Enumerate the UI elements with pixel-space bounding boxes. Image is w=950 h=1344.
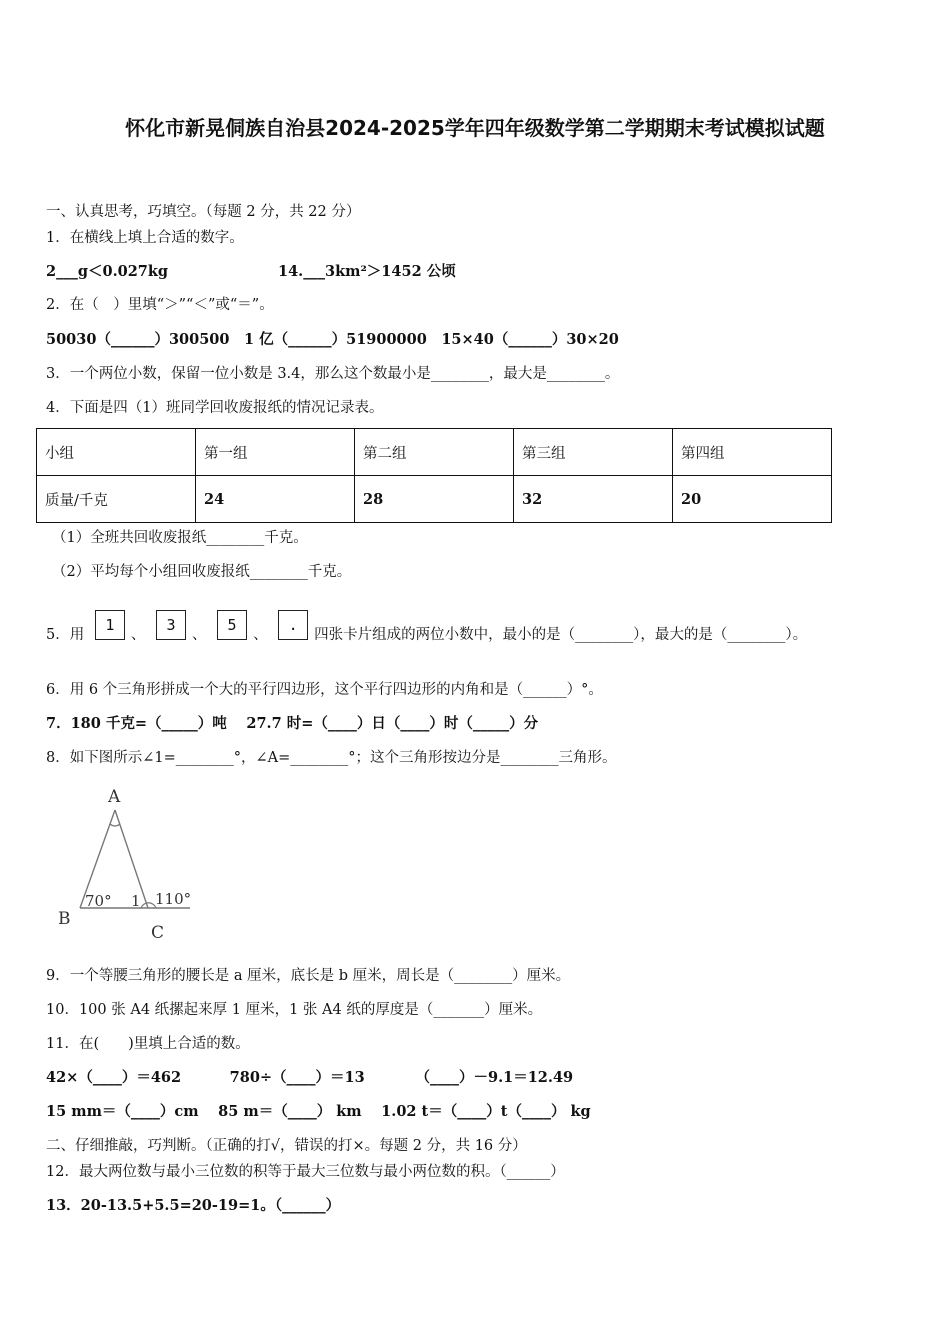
table-header-row: [37, 429, 832, 476]
table-cell: 质量/千克: [37, 476, 196, 523]
triangle-figure: [50, 782, 210, 947]
table-cell: 第一组: [196, 429, 355, 476]
table-cell: 第三组: [514, 429, 673, 476]
question-4-sub-2: （2）平均每个小组回收废报纸________千克。: [52, 564, 352, 580]
separator: 、: [191, 627, 207, 643]
angle-b-label: 70°: [85, 892, 112, 910]
question-11-row-1: 42×（____）＝462 780÷（____）＝13 （____）－9.1＝12.49: [46, 1069, 574, 1086]
table-cell: 20: [673, 476, 832, 523]
question-1: 1．在横线上填上合适的数字。: [46, 230, 244, 246]
question-3: 3．一个两位小数，保留一位小数是 3.4，那么这个数最小是________，最大是________。: [46, 366, 620, 382]
question-11: 11．在( )里填上合适的数。: [46, 1036, 250, 1052]
exterior-angle-label: 110°: [155, 890, 192, 908]
question-1-part-b: 14.___3km²＞1452 公顷: [278, 263, 456, 280]
question-2-items: 50030（______）300500 1 亿（______）51900000 15×40（______）30×20: [46, 331, 619, 348]
question-11-row-2: 15 mm＝（____）cm 85 m＝（____） km 1.02 t＝（____）t（____） kg: [46, 1103, 591, 1120]
question-7: 7．180 千克=（_____）吨 27.7 时=（____）日（____）时（_____）分: [46, 715, 539, 732]
vertex-c-label: C: [151, 923, 165, 943]
table-cell: 第四组: [673, 429, 832, 476]
question-1-part-a: 2___g＜0.027kg: [46, 263, 169, 280]
page-title: 怀化市新晃侗族自治县2024-2025学年四年级数学第二学期期末考试模拟试题: [125, 116, 825, 140]
separator: 、: [130, 627, 146, 643]
number-card: 3: [156, 610, 186, 640]
number-card: 5: [217, 610, 247, 640]
decimal-point-card: .: [278, 610, 308, 640]
table-cell: 32: [514, 476, 673, 523]
table-cell: 小组: [37, 429, 196, 476]
question-9: 9．一个等腰三角形的腰长是 a 厘米，底长是 b 厘米，周长是（________）厘米。: [46, 968, 571, 984]
question-4-sub-1: （1）全班共回收废报纸________千克。: [52, 530, 308, 546]
vertex-b-label: B: [58, 909, 71, 929]
number-card: 1: [95, 610, 125, 640]
section-2-heading: 二、仔细推敲，巧判断。（正确的打√，错误的打×。每题 2 分，共 16 分）: [46, 1138, 527, 1154]
table-row: [37, 476, 832, 523]
question-2: 2．在（ ）里填“＞”“＜”或“＝”。: [46, 297, 274, 313]
question-5-suffix: 四张卡片组成的两位小数中，最小的是（________），最大的是（________）。: [314, 627, 808, 643]
record-table: [36, 428, 832, 523]
vertex-a-label: A: [108, 787, 121, 807]
angle-c-arc: [141, 903, 156, 908]
table-cell: 24: [196, 476, 355, 523]
angle-a-arc: [110, 824, 120, 826]
question-6: 6．用 6 个三角形拼成一个大的平行四边形，这个平行四边形的内角和是（______）°。: [46, 682, 603, 698]
question-5-prefix: 5．用: [46, 627, 85, 643]
question-4: 4．下面是四（1）班同学回收废报纸的情况记录表。: [46, 400, 384, 416]
table-cell: 第二组: [355, 429, 514, 476]
table-cell: 28: [355, 476, 514, 523]
question-13: 13．20-13.5+5.5=20-19=1。（______）: [46, 1197, 341, 1214]
section-1-heading: 一、认真思考，巧填空。（每题 2 分，共 22 分）: [46, 204, 361, 220]
question-8: 8．如下图所示∠1=________°，∠A=________°；这个三角形按边分是________三角形。: [46, 750, 617, 766]
question-12: 12．最大两位数与最小三位数的积等于最大三位数与最小两位数的积。（______）: [46, 1164, 565, 1180]
angle-1-label: 1: [131, 892, 141, 910]
question-5: [46, 616, 808, 650]
question-10: 10．100 张 A4 纸摞起来厚 1 厘米，1 张 A4 纸的厚度是（_______）厘米。: [46, 1002, 543, 1018]
separator: 、: [253, 627, 268, 643]
